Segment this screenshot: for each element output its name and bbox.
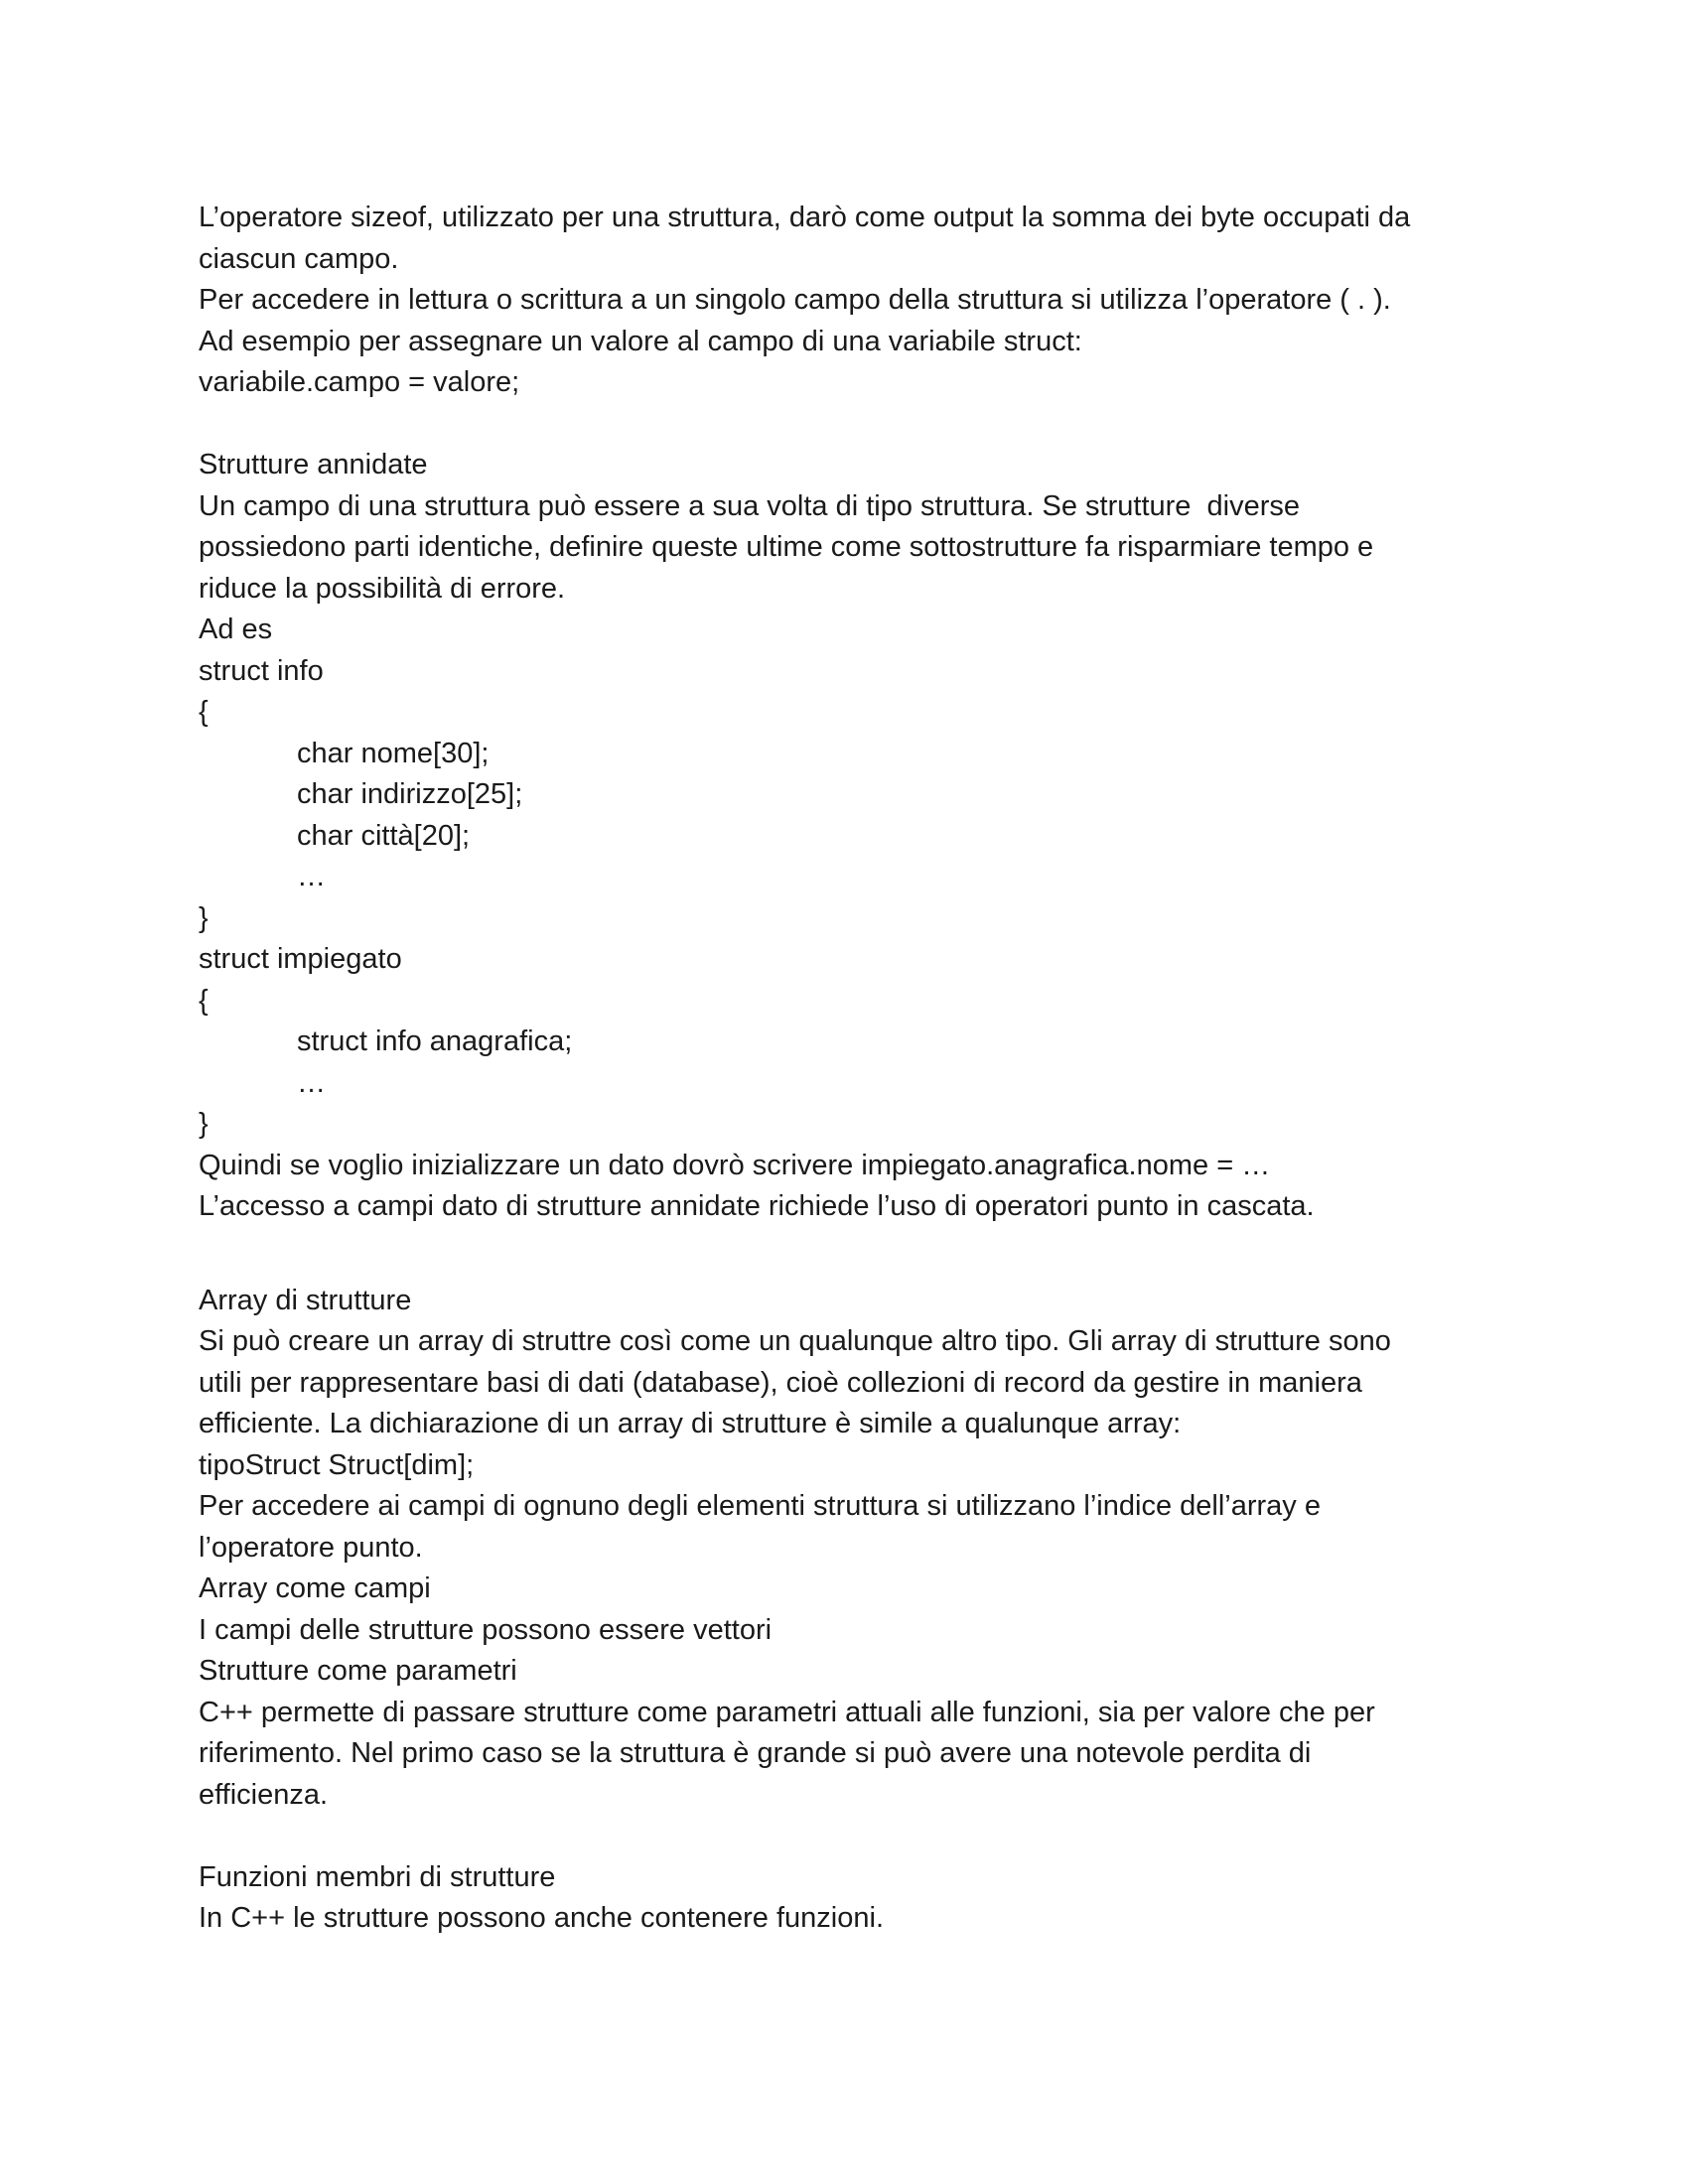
paragraph-line: L’operatore sizeof, utilizzato per una struttura, darò come output la somma dei byte occupati da [199, 202, 1411, 233]
code-line-indented: … [297, 1066, 326, 1099]
paragraph-line: Si può creare un array di struttre così come un qualunque altro tipo. Gli array di strutture sono [199, 1325, 1391, 1357]
paragraph-line: ciascun campo. [199, 242, 399, 275]
paragraph-line: Quindi se voglio inizializzare un dato dovrò scrivere impiegato.anagrafica.nome = … [199, 1149, 1271, 1181]
code-line-indented: char nome[30]; [297, 737, 490, 769]
paragraph-line: efficiente. La dichiarazione di un array di strutture è simile a qualunque array: [199, 1408, 1182, 1439]
code-line: { [199, 984, 209, 1017]
section-heading-array-come-campi: Array come campi [199, 1572, 431, 1604]
paragraph-line: l’operatore punto. [199, 1531, 423, 1564]
paragraph-line: I campi delle strutture possono essere vettori [199, 1613, 773, 1646]
paragraph-line: Un campo di una struttura può essere a sua volta di tipo struttura. Se strutture diverse [199, 489, 1301, 522]
paragraph-line: riferimento. Nel primo caso se la struttura è grande si può avere una notevole perdita di [199, 1737, 1312, 1769]
paragraph-line: Per accedere ai campi di ognuno degli elementi struttura si utilizzano l’indice dell’array e [199, 1490, 1321, 1522]
code-line-indented: … [297, 861, 326, 892]
code-line: struct info [199, 654, 324, 687]
code-line: } [199, 1108, 209, 1140]
document-body [199, 198, 1519, 1940]
section-heading-strutture-come-parametri: Strutture come parametri [199, 1655, 517, 1687]
paragraph-line: In C++ le strutture possono anche contenere funzioni. [199, 1902, 884, 1934]
section-heading-array-di-strutture: Array di strutture [199, 1284, 412, 1316]
code-line-indented: char indirizzo[25]; [297, 778, 523, 810]
code-line: } [199, 901, 209, 934]
paragraph-line: Ad es [199, 614, 273, 645]
paragraph-line: L’accesso a campi dato di strutture annidate richiede l’uso di operatori punto in cascata. [199, 1190, 1315, 1222]
paragraph-line: efficienza. [199, 1778, 329, 1811]
paragraph-line: Ad esempio per assegnare un valore al campo di una variabile struct: [199, 325, 1082, 357]
code-line: variabile.campo = valore; [199, 366, 520, 398]
code-line-indented: struct info anagrafica; [297, 1025, 573, 1057]
paragraph-line: utili per rappresentare basi di dati (database), cioè collezioni di record da gestire in maniera [199, 1366, 1362, 1399]
section-heading-funzioni-membri: Funzioni membri di strutture [199, 1860, 556, 1893]
code-line: struct impiegato [199, 943, 402, 975]
paragraph-line: riduce la possibilità di errore. [199, 572, 566, 605]
paragraph-line: possiedono parti identiche, definire queste ultime come sottostrutture fa risparmiare tempo e [199, 531, 1374, 563]
code-line-indented: char città[20]; [297, 819, 471, 852]
code-line: { [199, 696, 209, 728]
spacer [199, 1228, 1519, 1281]
spacer [199, 404, 1519, 446]
paragraph-line: C++ permette di passare strutture come parametri attuali alle funzioni, sia per valore che per [199, 1696, 1375, 1728]
section-heading-strutture-annidate: Strutture annidate [199, 449, 428, 480]
paragraph-line: Per accedere in lettura o scrittura a un singolo campo della struttura si utilizza l’operatore ( . ). [199, 284, 1391, 316]
spacer [199, 1816, 1519, 1857]
code-line: tipoStruct Struct[dim]; [199, 1448, 475, 1481]
